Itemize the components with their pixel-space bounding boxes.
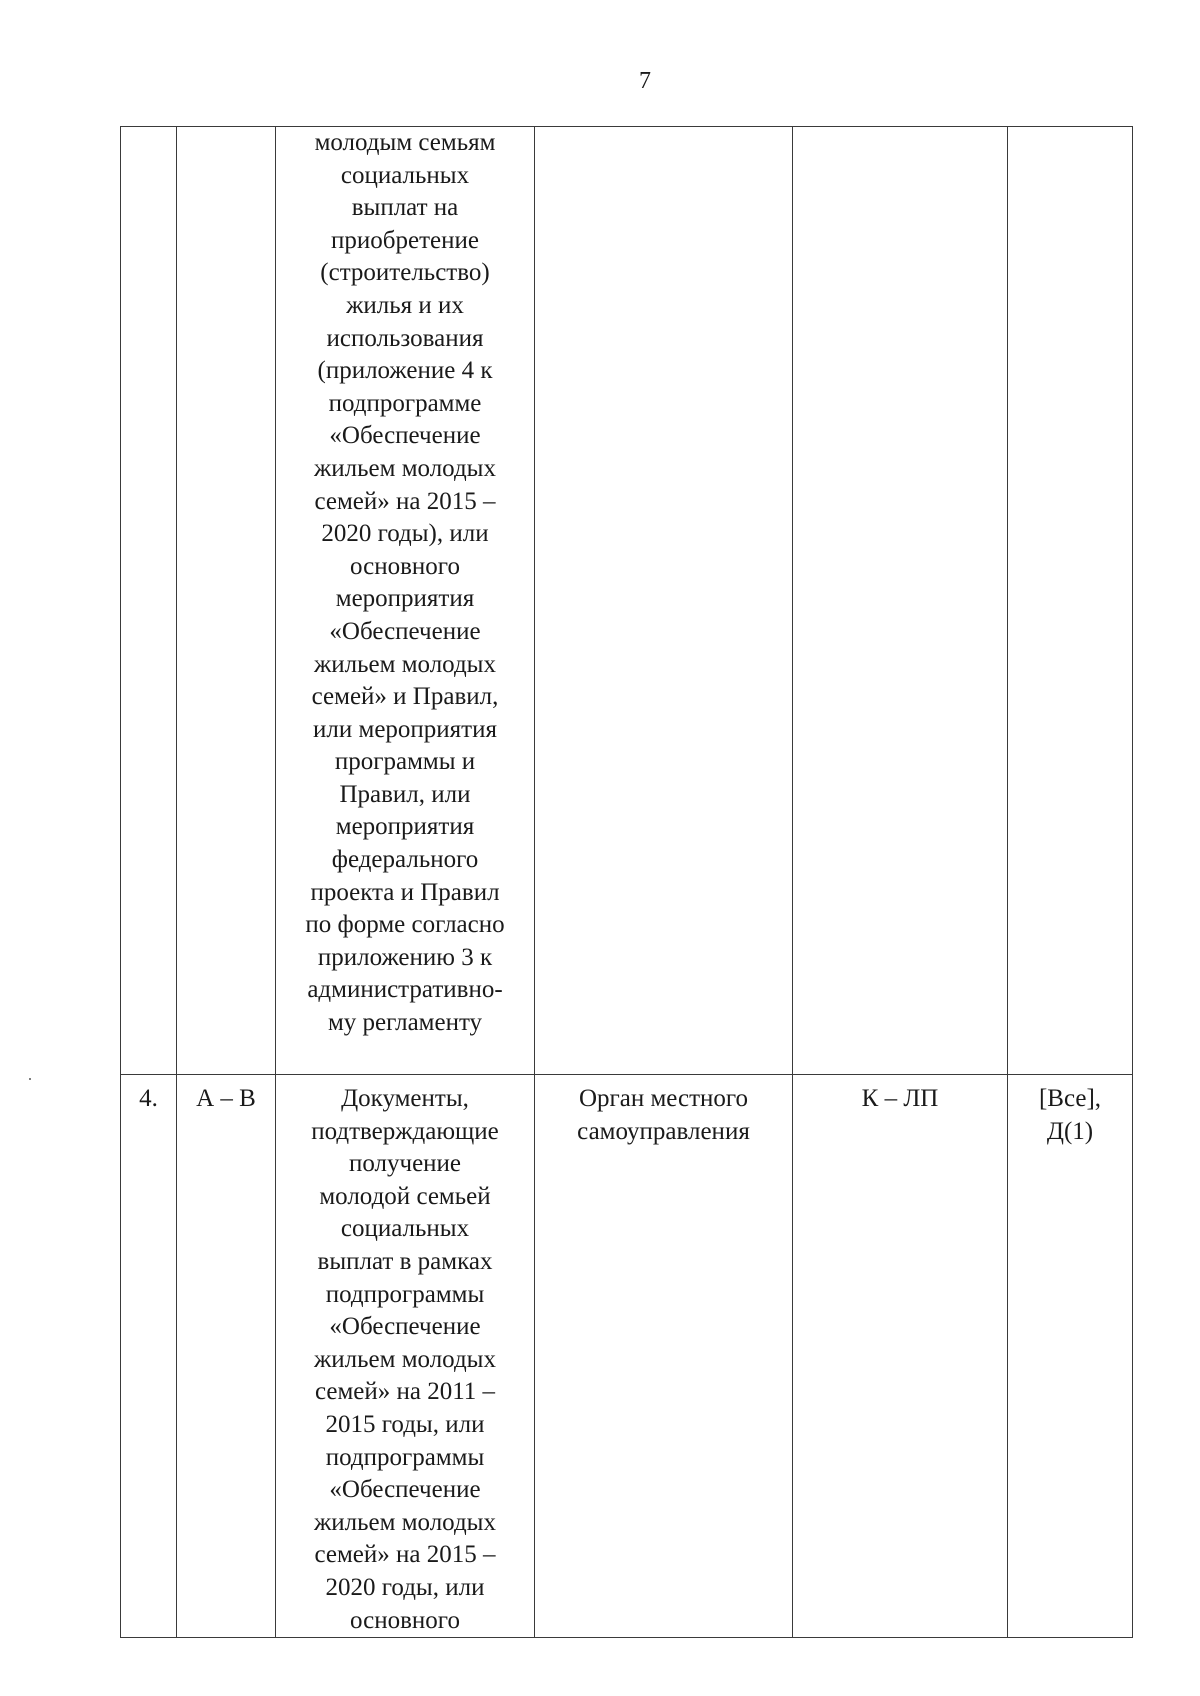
text-line: использования — [326, 324, 484, 352]
text-line: самоуправления — [577, 1117, 750, 1145]
source-lines — [535, 1075, 792, 1148]
text-line: му регламенту — [327, 1009, 483, 1037]
text-line: мероприятия — [335, 585, 475, 613]
text-line: 2020 годы, или — [325, 1573, 485, 1601]
text-line: подпрограмме — [328, 389, 482, 417]
text-line: административно- — [307, 976, 503, 1004]
text-line: (строительство) — [320, 259, 490, 287]
text-line: Документы, — [341, 1085, 469, 1112]
text-line: получение — [348, 1150, 462, 1178]
document-description-lines — [276, 1075, 534, 1637]
text-line: приобретение — [331, 226, 479, 254]
notes-cell — [1008, 127, 1133, 1075]
table-row-4 — [121, 1075, 1133, 1638]
text-line: семей» на 2015 – — [314, 487, 496, 515]
scan-speck — [29, 1078, 31, 1080]
text-line: Д(1) — [1046, 1117, 1094, 1145]
text-line: «Обеспечение — [329, 1313, 481, 1341]
source-cell — [535, 127, 793, 1075]
text-line: Орган местного — [578, 1085, 749, 1112]
text-line: «Обеспечение — [329, 1476, 481, 1504]
text-line: по форме согласно — [305, 911, 505, 939]
text-line: жилья и их — [346, 291, 464, 319]
text-line: семей» на 2011 – — [314, 1378, 496, 1406]
text-line: подтверждающие — [311, 1117, 499, 1145]
text-line: жильем молодых — [314, 650, 496, 678]
document-table — [120, 126, 1133, 1638]
text-line: мероприятия — [335, 813, 475, 841]
document-description-lines — [276, 127, 534, 1040]
text-line: «Обеспечение — [329, 422, 481, 450]
text-line: молодым семьям — [314, 129, 496, 156]
text-line: подпрограммы — [325, 1443, 485, 1471]
source-cell — [535, 1075, 793, 1638]
text-line: жильем молодых — [314, 454, 496, 482]
text-line: 2015 годы, или — [325, 1410, 485, 1438]
text-line: или мероприятия — [313, 715, 497, 743]
text-line: федерального — [331, 846, 479, 874]
row-code-cell — [177, 127, 276, 1075]
text-line: выплат на — [351, 194, 459, 222]
row-code-cell: А – В — [177, 1075, 276, 1638]
text-line: социальных — [340, 1215, 470, 1243]
text-line: (приложение 4 к — [317, 357, 493, 385]
text-line: «Обеспечение — [329, 617, 481, 645]
notes-lines — [1008, 1075, 1132, 1148]
text-line: семей» на 2015 – — [314, 1541, 496, 1569]
text-line: семей» и Правил, — [311, 683, 499, 711]
notes-cell — [1008, 1075, 1133, 1638]
page-number: 7 — [639, 68, 651, 94]
text-line: жильем молодых — [314, 1508, 496, 1536]
document-description-cell — [276, 127, 535, 1075]
text-line: основного — [350, 1606, 460, 1634]
text-line: молодой семьей — [319, 1182, 491, 1210]
text-line: социальных — [340, 161, 470, 189]
text-line: программы и — [334, 748, 476, 776]
text-line: подпрограммы — [325, 1280, 485, 1308]
document-description-cell — [276, 1075, 535, 1638]
form-cell: К – ЛП — [793, 1075, 1008, 1638]
table-row-continuation — [121, 127, 1133, 1075]
text-line: [Все], — [1038, 1085, 1102, 1112]
text-line: проекта и Правил — [310, 878, 500, 906]
text-line: приложению 3 к — [317, 943, 493, 971]
text-line: выплат в рамках — [317, 1247, 493, 1275]
row-number-cell: 4. — [121, 1075, 177, 1638]
text-line: жильем молодых — [314, 1345, 496, 1373]
text-line: основного — [350, 552, 460, 580]
row-number-cell — [121, 127, 177, 1075]
text-line: Правил, или — [339, 780, 471, 808]
form-cell — [793, 127, 1008, 1075]
text-line: 2020 годы), или — [321, 520, 489, 548]
